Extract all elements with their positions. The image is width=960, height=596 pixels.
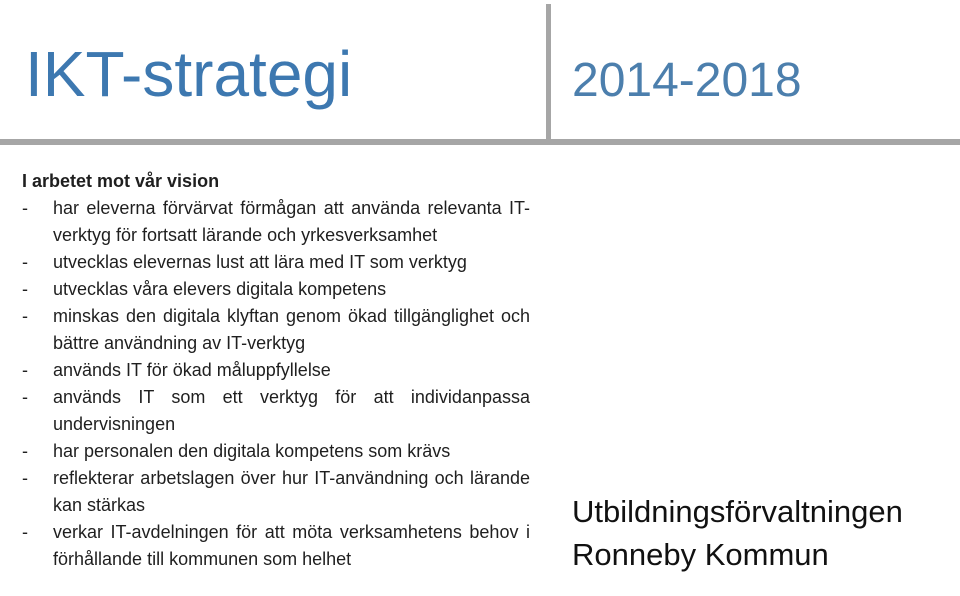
list-item: - verkar IT-avdelningen för att möta verksamhetens behov i förhållande till kommunen som helhet xyxy=(22,519,530,573)
list-item: - har eleverna förvärvat förmågan att använda relevanta IT-verktyg för fortsatt lärande och yrkesverksamhet xyxy=(22,195,530,249)
list-item: - reflekterar arbetslagen över hur IT-användning och lärande kan stärkas xyxy=(22,465,530,519)
organization-block xyxy=(572,490,903,576)
strategy-period: 2014-2018 xyxy=(572,54,802,107)
list-item: - används IT för ökad måluppfyllelse xyxy=(22,357,530,384)
header-vertical-divider xyxy=(546,4,551,140)
list-item: - utvecklas våra elevers digitala kompetens xyxy=(22,276,530,303)
list-item: - har personalen den digitala kompetens som krävs xyxy=(22,438,530,465)
organization-name: Utbildningsförvaltningen xyxy=(572,494,903,529)
page-title: IKT-strategi xyxy=(25,38,353,110)
list-item: - används IT som ett verktyg för att individanpassa undervisningen xyxy=(22,384,530,438)
list-item: - minskas den digitala klyftan genom ökad tillgänglighet och bättre användning av IT-verktyg xyxy=(22,303,530,357)
municipality-name: Ronneby Kommun xyxy=(572,537,829,572)
vision-heading: I arbetet mot vår vision xyxy=(22,171,220,191)
vision-section xyxy=(22,168,530,573)
list-item: - utvecklas elevernas lust att lära med IT som verktyg xyxy=(22,249,530,276)
vision-list xyxy=(22,195,530,573)
header-horizontal-divider xyxy=(0,139,960,145)
